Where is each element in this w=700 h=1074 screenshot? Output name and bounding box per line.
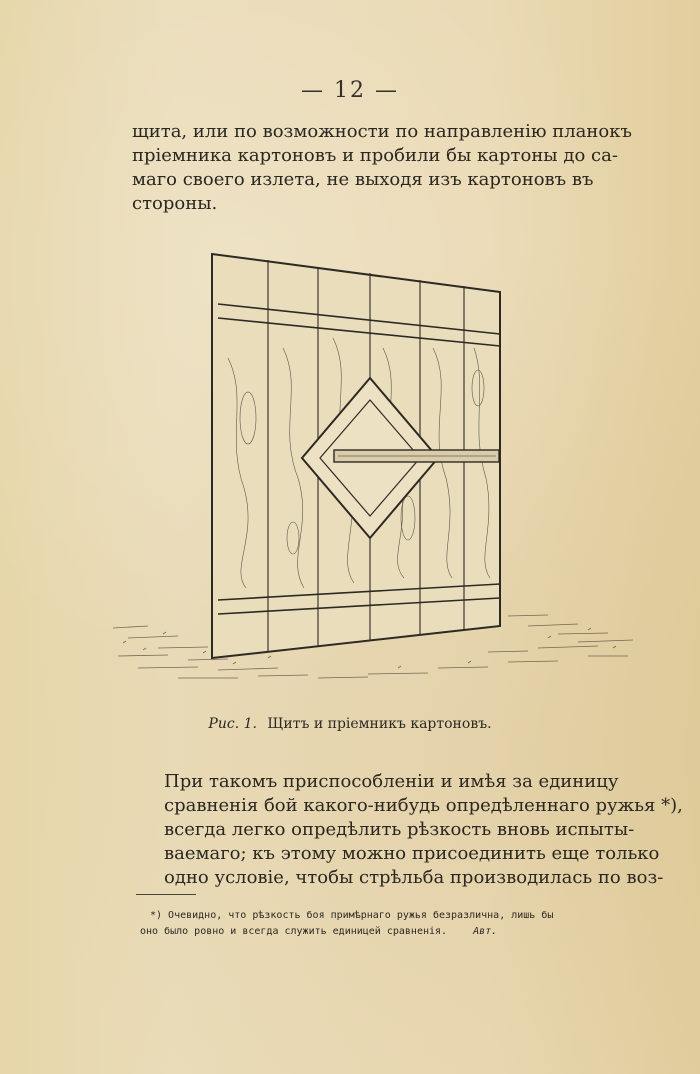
figure-caption-text: Щитъ и пріемникъ картоновъ. [267,716,492,732]
shield-body [212,254,500,658]
bottom-paragraph [132,770,683,890]
text-line: щита, или по возможности по направленію планокъ [132,121,632,142]
footnote-line-2: оно было ровно и всегда служить единицей сравненія. [140,926,448,937]
shield-drawing [108,238,638,698]
text-line: сравненія бой какого-нибудь опредѣленнаго ружья *), [164,795,683,816]
text-line: одно условіе, чтобы стрѣльба производилась по воз- [164,867,664,888]
text-line: ваемаго; къ этому можно присоединить еще только [164,843,660,864]
figure-caption [0,716,700,732]
footnote-divider [136,894,196,895]
footnote [140,908,620,940]
footnote-line-1: *) Очевидно, что рѣзкость боя примѣрнаго ружья безразлична, лишь бы [150,910,554,921]
footnote-author: Авт. [473,926,498,937]
figure-caption-label: Рис. 1. [208,716,257,732]
text-line: пріемника картоновъ и пробили бы картоны до са- [132,145,618,166]
top-paragraph [132,120,632,216]
page-number: — 12 — [301,78,399,103]
text-line: всегда легко опредѣлить рѣзкость вновь испыты- [164,819,635,840]
text-line: стороны. [132,193,218,214]
text-line: При такомъ приспособленіи и имѣя за единицу [164,771,619,792]
text-line: маго своего излета, не выходя изъ картоновъ въ [132,169,594,190]
shield-illustration [108,238,638,698]
